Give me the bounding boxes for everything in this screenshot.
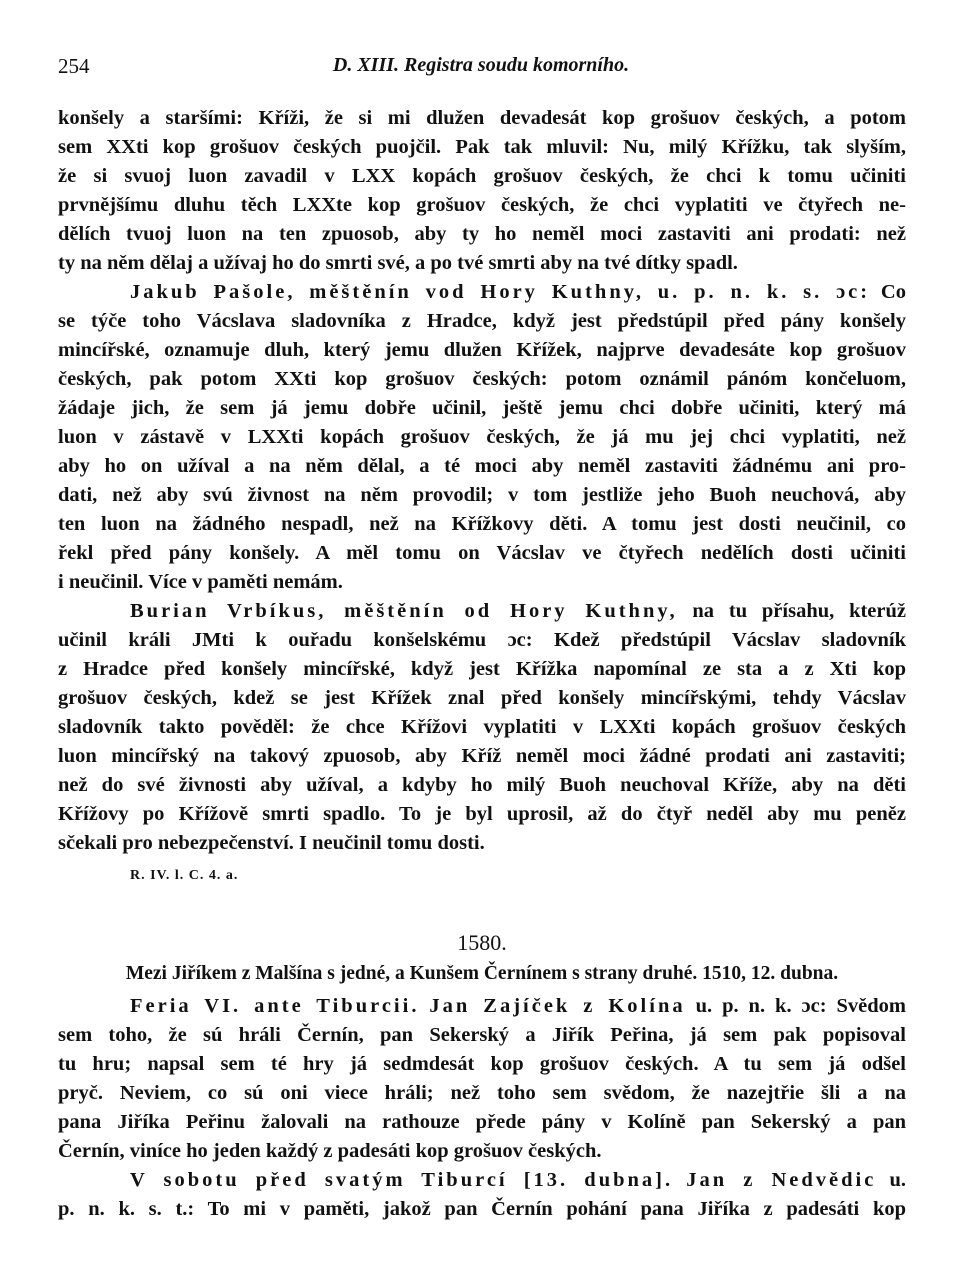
text-line: p. n. k. s. t.: To mi v paměti, jakož pan Černín pohání pana Jiříka z padesáti kop — [58, 1198, 906, 1220]
text-line: se týče toho Vácslava sladovníka z Hradce, když jest předstúpil před pány konšely — [58, 310, 906, 332]
text-line: z Hradce před konšely mincířské, když jest Křížka napomínal ze sta a z Xti kop — [58, 658, 906, 680]
text-line: sladovník takto pověděl: že chce Křížovi vyplatiti v LXXti kopách grošuov českých — [58, 716, 906, 738]
witness-name: Jan z Nedvědic — [686, 1169, 877, 1191]
paragraph-4 — [58, 992, 906, 1166]
date-heading: Feria VI. ante Tiburcii. — [130, 995, 420, 1017]
text-line: pana Jiříka Peřinu žalovali na rathouze přede pány v Kolíně pan Sekerský a pan — [58, 1111, 906, 1133]
page-header — [58, 54, 904, 84]
text-line: ten luon na žádného nespadl, než na Křížkovy děti. A tomu jest dosti neučinil, co — [58, 513, 906, 535]
witness-name: Jakub Pašole, měštěnín vod Hory Kuthny, u. p. n. k. s. ɔc: — [130, 281, 871, 303]
text-line: konšely a staršími: Kříži, že si mi dlužen devadesát kop grošuov českých, a potom — [58, 107, 906, 129]
text-line: řekl před pány konšely. A měl tomu on Vácslav ve čtyřech nedělích dosti učiniti — [58, 542, 906, 564]
text-line: V sobotu před svatým Tiburcí [13. dubna]. Jan z Nedvědic u. — [130, 1169, 906, 1191]
text-line: dělích tvuoj luon na ten zpuosob, aby ty ho neměl moci zastaviti ani prodati: než — [58, 223, 906, 245]
text-line: Křížovy po Křížově smrti spadlo. To je byl uprosil, až do čtyř neděl aby mu peněz — [58, 803, 906, 825]
text-line: dati, než aby svú živnost na něm provodil; v tom jestliže jeho Buoh neuchová, aby — [58, 484, 906, 506]
text-line: Burian Vrbíkus, měštěnín od Hory Kuthny, na tu přísahu, kterúž — [130, 600, 906, 622]
paragraph-1 — [58, 104, 906, 278]
text-line: sem XXti kop grošuov českých puojčil. Pak tak mluvil: Nu, milý Křížku, tak slyším, — [58, 136, 906, 158]
text-line: ty na něm dělaj a užívaj ho do smrti své, a po tvé smrti aby na tvé dítky spadl. — [58, 252, 738, 274]
text-line: mincířské, oznamuje dluh, který jemu dlužen Křížek, najprve devadesáte kop grošuov — [58, 339, 906, 361]
text-line: Jakub Pašole, měštěnín vod Hory Kuthny, u. p. n. k. s. ɔc: Co — [130, 281, 906, 303]
running-title: D. XIII. Registra soudu komorního. — [332, 54, 630, 76]
paragraph-3 — [58, 597, 906, 858]
text-line: že si svuoj luon zavadil v LXX kopách grošuov českých, že chci k tomu učiniti — [58, 165, 906, 187]
text-line: luon mincířský na takový zpuosob, aby Kříž neměl moci žádné prodati ani zastaviti; — [58, 745, 906, 767]
text-line: českých, pak potom XXti kop grošuov českých: potom oznámil pánóm končeluom, — [58, 368, 906, 390]
witness-name: Jan Zajíček z Kolína — [429, 995, 686, 1017]
date-heading: V sobotu před svatým Tiburcí [13. dubna]. — [130, 1169, 674, 1191]
document-body — [58, 104, 906, 1224]
text-line: prvnějšímu dluhu těch LXXte kop grošuov českých, že chci vyplatiti ve čtyřech ne- — [58, 194, 906, 216]
text-line: pryč. Neviem, co sú oni viece hráli; než toho sem svědom, že nazejtřie šli a na — [58, 1082, 906, 1104]
text-line: grošuov českých, kdež se jest Křížek znal před konšely mincířskými, tehdy Vácslav — [58, 687, 906, 709]
text-line: Černín, viníce ho jeden každý z padesáti kop grošuov českých. — [58, 1140, 602, 1162]
archive-reference: R. IV. l. C. 4. a. — [130, 868, 239, 883]
text-line: aby ho on užíval a na něm dělal, a té moci aby neměl zastaviti žádnému ani pro- — [58, 455, 906, 477]
text-line: než do své živnosti aby užíval, a kdyby ho milý Buoh neuchoval Kříže, aby na děti — [58, 774, 906, 796]
paragraph-5 — [58, 1166, 906, 1224]
text-line: sčekali pro nebezpečenství. I neučinil tomu dosti. — [58, 832, 485, 854]
text-line: luon v zástavě v LXXti kopách grošuov českých, že já mu jej chci vyplatiti, než — [58, 426, 906, 448]
text-line: i neučinil. Více v paměti nemám. — [58, 571, 343, 593]
entry-heading: Mezi Jiříkem z Malšína s jedné, a Kunšem Černínem s strany druhé. 1510, 12. dubna. — [125, 963, 839, 984]
page-number: 254 — [58, 54, 90, 78]
text-line: učinil králi JMti k ouřadu konšelskému ɔc: Kdež předstúpil Vácslav sladovník — [58, 629, 906, 651]
text-line: tu hru; napsal sem té hry já sedmdesát kop grošuov českých. A tu sem já odšel — [58, 1053, 906, 1075]
witness-name: Burian Vrbíkus, měštěnín od Hory Kuthny, — [130, 600, 678, 622]
text-line: sem toho, že sú hráli Černín, pan Sekerský a Jiřík Peřina, já sem pak popisoval — [58, 1024, 906, 1046]
entry-number: 1580. — [457, 930, 507, 955]
text-line: Feria VI. ante Tiburcii. Jan Zajíček z Kolína u. p. n. k. ɔc: Svědom — [130, 995, 906, 1017]
paragraph-2 — [58, 278, 906, 597]
text-line: žádaje jich, že sem já jemu dobře učinil, ještě jemu chci dobře učiniti, který má — [58, 397, 906, 419]
